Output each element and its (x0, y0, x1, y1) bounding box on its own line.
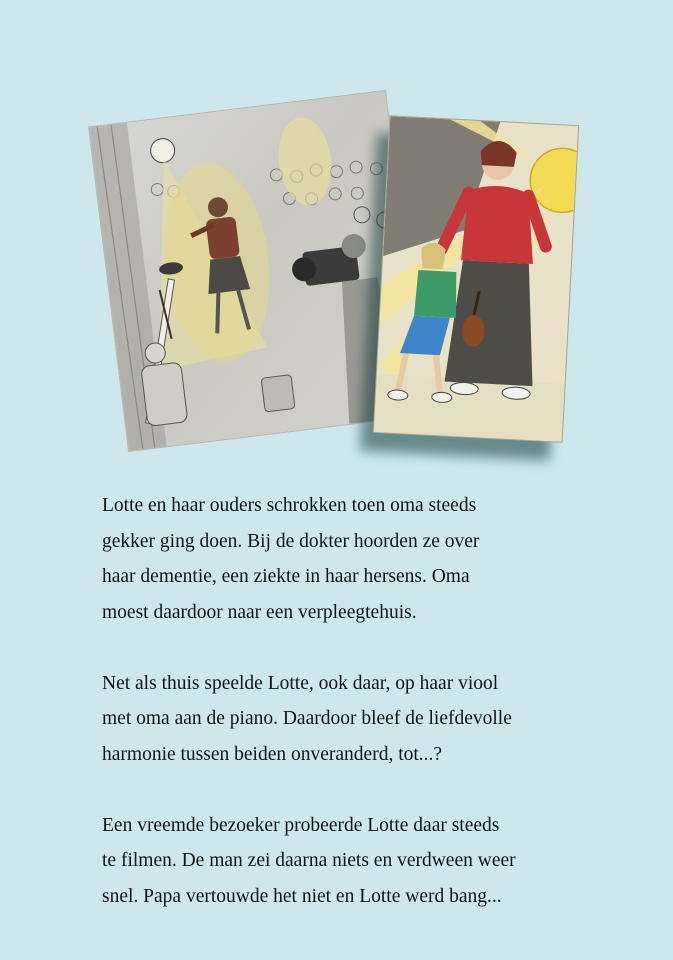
grandma-and-girl-drawing (374, 116, 578, 441)
text-line: met oma aan de piano. Daardoor bleef de liefdevolle (102, 708, 512, 729)
paragraph-3 (102, 808, 602, 915)
text-line: Lotte en haar ouders schrokken toen oma steeds (102, 495, 477, 516)
text-line: te filmen. De man zei daarna niets en verdween weer (102, 850, 516, 871)
text-line: haar dementie, een ziekte in haar hersens. Oma (102, 566, 470, 587)
paragraph-1 (102, 488, 602, 630)
story-text (102, 488, 602, 950)
text-line: Een vreemde bezoeker probeerde Lotte daar steeds (102, 814, 500, 836)
grandma-and-girl-illustration (374, 116, 578, 441)
text-line: harmonie tussen beiden onveranderd, tot...? (102, 743, 443, 765)
paragraph-2 (102, 666, 602, 773)
text-line: snel. Papa vertouwde het niet en Lotte werd bang... (102, 885, 502, 907)
text-line: Net als thuis speelde Lotte, ook daar, op haar viool (102, 672, 499, 694)
text-line: moest daardoor naar een verpleegtehuis. (102, 601, 417, 623)
text-line: gekker ging doen. Bij de dokter hoorden ze over (102, 530, 480, 552)
